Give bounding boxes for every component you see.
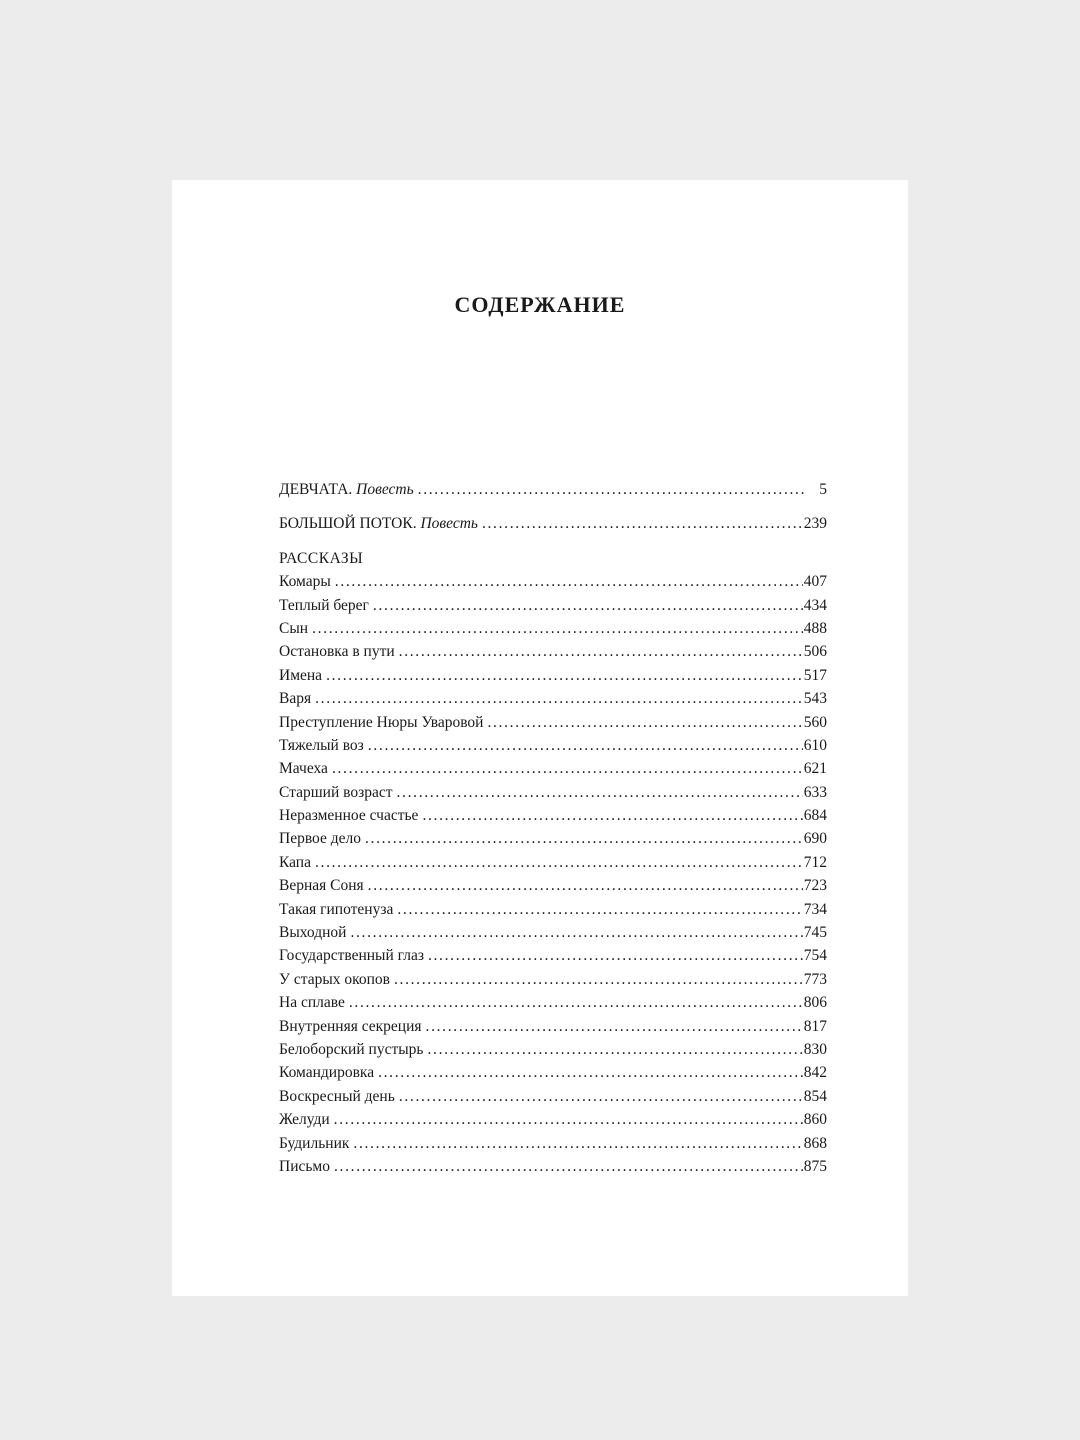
leader-dots bbox=[326, 664, 803, 687]
toc-entry-title: Письмо bbox=[279, 1157, 330, 1175]
toc-entry-page: 633 bbox=[803, 783, 827, 801]
toc-entry bbox=[279, 687, 827, 710]
leader-dots bbox=[397, 781, 803, 804]
toc-entry bbox=[279, 1061, 827, 1084]
toc-entry-page: 434 bbox=[803, 596, 827, 614]
toc-entry bbox=[279, 1155, 827, 1178]
leader-dots bbox=[482, 512, 803, 535]
toc-entry-page: 745 bbox=[803, 924, 827, 942]
toc-entry-page: 239 bbox=[803, 515, 827, 533]
toc-entry bbox=[279, 851, 827, 874]
leader-dots bbox=[422, 804, 802, 827]
leader-dots bbox=[350, 921, 802, 944]
toc-entry-page: 830 bbox=[803, 1040, 827, 1058]
toc-entry-page: 712 bbox=[803, 853, 827, 871]
toc-entry bbox=[279, 827, 827, 850]
toc-entry-major bbox=[279, 478, 827, 501]
toc-entry bbox=[279, 1085, 827, 1108]
toc-entry-genre: Повесть bbox=[356, 481, 414, 498]
toc-entry-title: ДЕВЧАТА. Повесть bbox=[279, 481, 414, 498]
toc-entry bbox=[279, 570, 827, 593]
toc-entry bbox=[279, 1108, 827, 1131]
toc-entry-page: 407 bbox=[803, 573, 827, 591]
toc-entry-page: 854 bbox=[803, 1087, 827, 1105]
leader-dots bbox=[332, 757, 803, 780]
toc-entry-title: Будильник bbox=[279, 1134, 350, 1152]
leader-dots bbox=[427, 1038, 802, 1061]
leader-dots bbox=[365, 827, 803, 850]
toc-entry-title: Государственный глаз bbox=[279, 947, 424, 965]
leader-dots bbox=[397, 898, 802, 921]
toc-entry bbox=[279, 757, 827, 780]
toc-entry-page: 723 bbox=[803, 877, 827, 895]
toc-entry-page: 610 bbox=[803, 736, 827, 754]
toc-entry-title: Первое дело bbox=[279, 830, 361, 848]
toc-entry-page: 621 bbox=[803, 760, 827, 778]
leader-dots bbox=[399, 1085, 803, 1108]
toc-entry-page: 684 bbox=[803, 807, 827, 825]
toc-entry bbox=[279, 734, 827, 757]
toc-entry-title: Варя bbox=[279, 690, 312, 708]
toc-entry bbox=[279, 898, 827, 921]
toc-entry-page: 517 bbox=[803, 666, 827, 684]
leader-dots bbox=[315, 687, 803, 710]
toc-entry bbox=[279, 664, 827, 687]
toc-entry-title: На сплаве bbox=[279, 994, 345, 1012]
leader-dots bbox=[399, 640, 803, 663]
toc-entry bbox=[279, 804, 827, 827]
toc-entry-page: 488 bbox=[803, 619, 827, 637]
page-title: СОДЕРЖАНИЕ bbox=[454, 292, 626, 317]
toc-entry-genre: Повесть bbox=[420, 515, 478, 533]
leader-dots bbox=[394, 968, 803, 991]
toc-entry-title: Мачеха bbox=[279, 760, 328, 778]
toc-entry bbox=[279, 874, 827, 897]
toc-entry-title: Командировка bbox=[279, 1064, 375, 1082]
toc-entry-title: Такая гипотенуза bbox=[279, 900, 394, 918]
toc-entry-title: Выходной bbox=[279, 924, 347, 942]
toc-entry bbox=[279, 640, 827, 663]
toc-entry bbox=[279, 1015, 827, 1038]
toc-entry-title: Сын bbox=[279, 619, 309, 637]
toc-entry-page: 773 bbox=[803, 970, 827, 988]
leader-dots bbox=[373, 594, 803, 617]
leader-dots bbox=[334, 1108, 803, 1131]
leader-dots bbox=[353, 1132, 802, 1155]
toc-entry-title: Воскресный день bbox=[279, 1087, 395, 1105]
toc-entry-page: 690 bbox=[803, 830, 827, 848]
toc-entry-title: Комары bbox=[279, 573, 331, 591]
toc-entry-title: Верная Соня bbox=[279, 877, 364, 895]
toc-entry bbox=[279, 711, 827, 734]
toc-entry bbox=[279, 617, 827, 640]
toc-entry bbox=[279, 781, 827, 804]
toc-entry-title: Имена bbox=[279, 666, 323, 684]
toc-entry-title: Тяжелый воз bbox=[279, 736, 364, 754]
toc-entry-title: У старых окопов bbox=[279, 970, 390, 988]
stories-list bbox=[279, 570, 827, 1178]
leader-dots bbox=[487, 711, 802, 734]
toc-entry-title: Желуди bbox=[279, 1111, 330, 1129]
toc-entry-page: 842 bbox=[803, 1064, 827, 1082]
toc-entry-page: 734 bbox=[803, 900, 827, 918]
leader-dots bbox=[426, 1015, 803, 1038]
toc-entry-title: БОЛЬШОЙ ПОТОК. Повесть bbox=[279, 515, 478, 533]
toc-entry-page: 875 bbox=[803, 1157, 827, 1175]
leader-dots bbox=[315, 851, 803, 874]
leader-dots bbox=[312, 617, 803, 640]
toc-entry bbox=[279, 921, 827, 944]
leader-dots bbox=[418, 478, 805, 501]
leader-dots bbox=[368, 874, 803, 897]
toc-entry-title: Капа bbox=[279, 853, 311, 871]
toc-entry-title: Остановка в пути bbox=[279, 643, 395, 661]
toc-entry-page: 506 bbox=[803, 643, 827, 661]
toc-entry-page: 754 bbox=[803, 947, 827, 965]
toc-entry-page: 543 bbox=[803, 690, 827, 708]
toc-entry-page: 5 bbox=[819, 481, 827, 498]
toc-entry bbox=[279, 944, 827, 967]
toc-entry-title: Преступление Нюры Уваровой bbox=[279, 713, 484, 731]
table-of-contents bbox=[279, 478, 827, 1178]
leader-dots bbox=[368, 734, 803, 757]
toc-entry bbox=[279, 1038, 827, 1061]
toc-entry-title: Внутренняя секреция bbox=[279, 1017, 422, 1035]
toc-entry bbox=[279, 594, 827, 617]
leader-dots bbox=[428, 944, 803, 967]
section-heading-stories: РАССКАЗЫ bbox=[279, 549, 364, 567]
leader-dots bbox=[349, 991, 803, 1014]
leader-dots bbox=[334, 1155, 803, 1178]
toc-entry bbox=[279, 1132, 827, 1155]
leader-dots bbox=[335, 570, 803, 593]
toc-entry bbox=[279, 968, 827, 991]
toc-entry-page: 860 bbox=[803, 1111, 827, 1129]
toc-entry-page: 806 bbox=[803, 994, 827, 1012]
toc-entry-title: Теплый берег bbox=[279, 596, 369, 614]
leader-dots bbox=[378, 1061, 803, 1084]
toc-entry-page: 560 bbox=[803, 713, 827, 731]
toc-entry-page: 868 bbox=[803, 1134, 827, 1152]
toc-entry-title: Старший возраст bbox=[279, 783, 393, 801]
toc-entry bbox=[279, 991, 827, 1014]
toc-entry-major bbox=[279, 512, 827, 535]
toc-entry-title: Белоборский пустырь bbox=[279, 1040, 424, 1058]
toc-entry-title: Неразменное счастье bbox=[279, 807, 419, 825]
toc-entry-page: 817 bbox=[803, 1017, 827, 1035]
